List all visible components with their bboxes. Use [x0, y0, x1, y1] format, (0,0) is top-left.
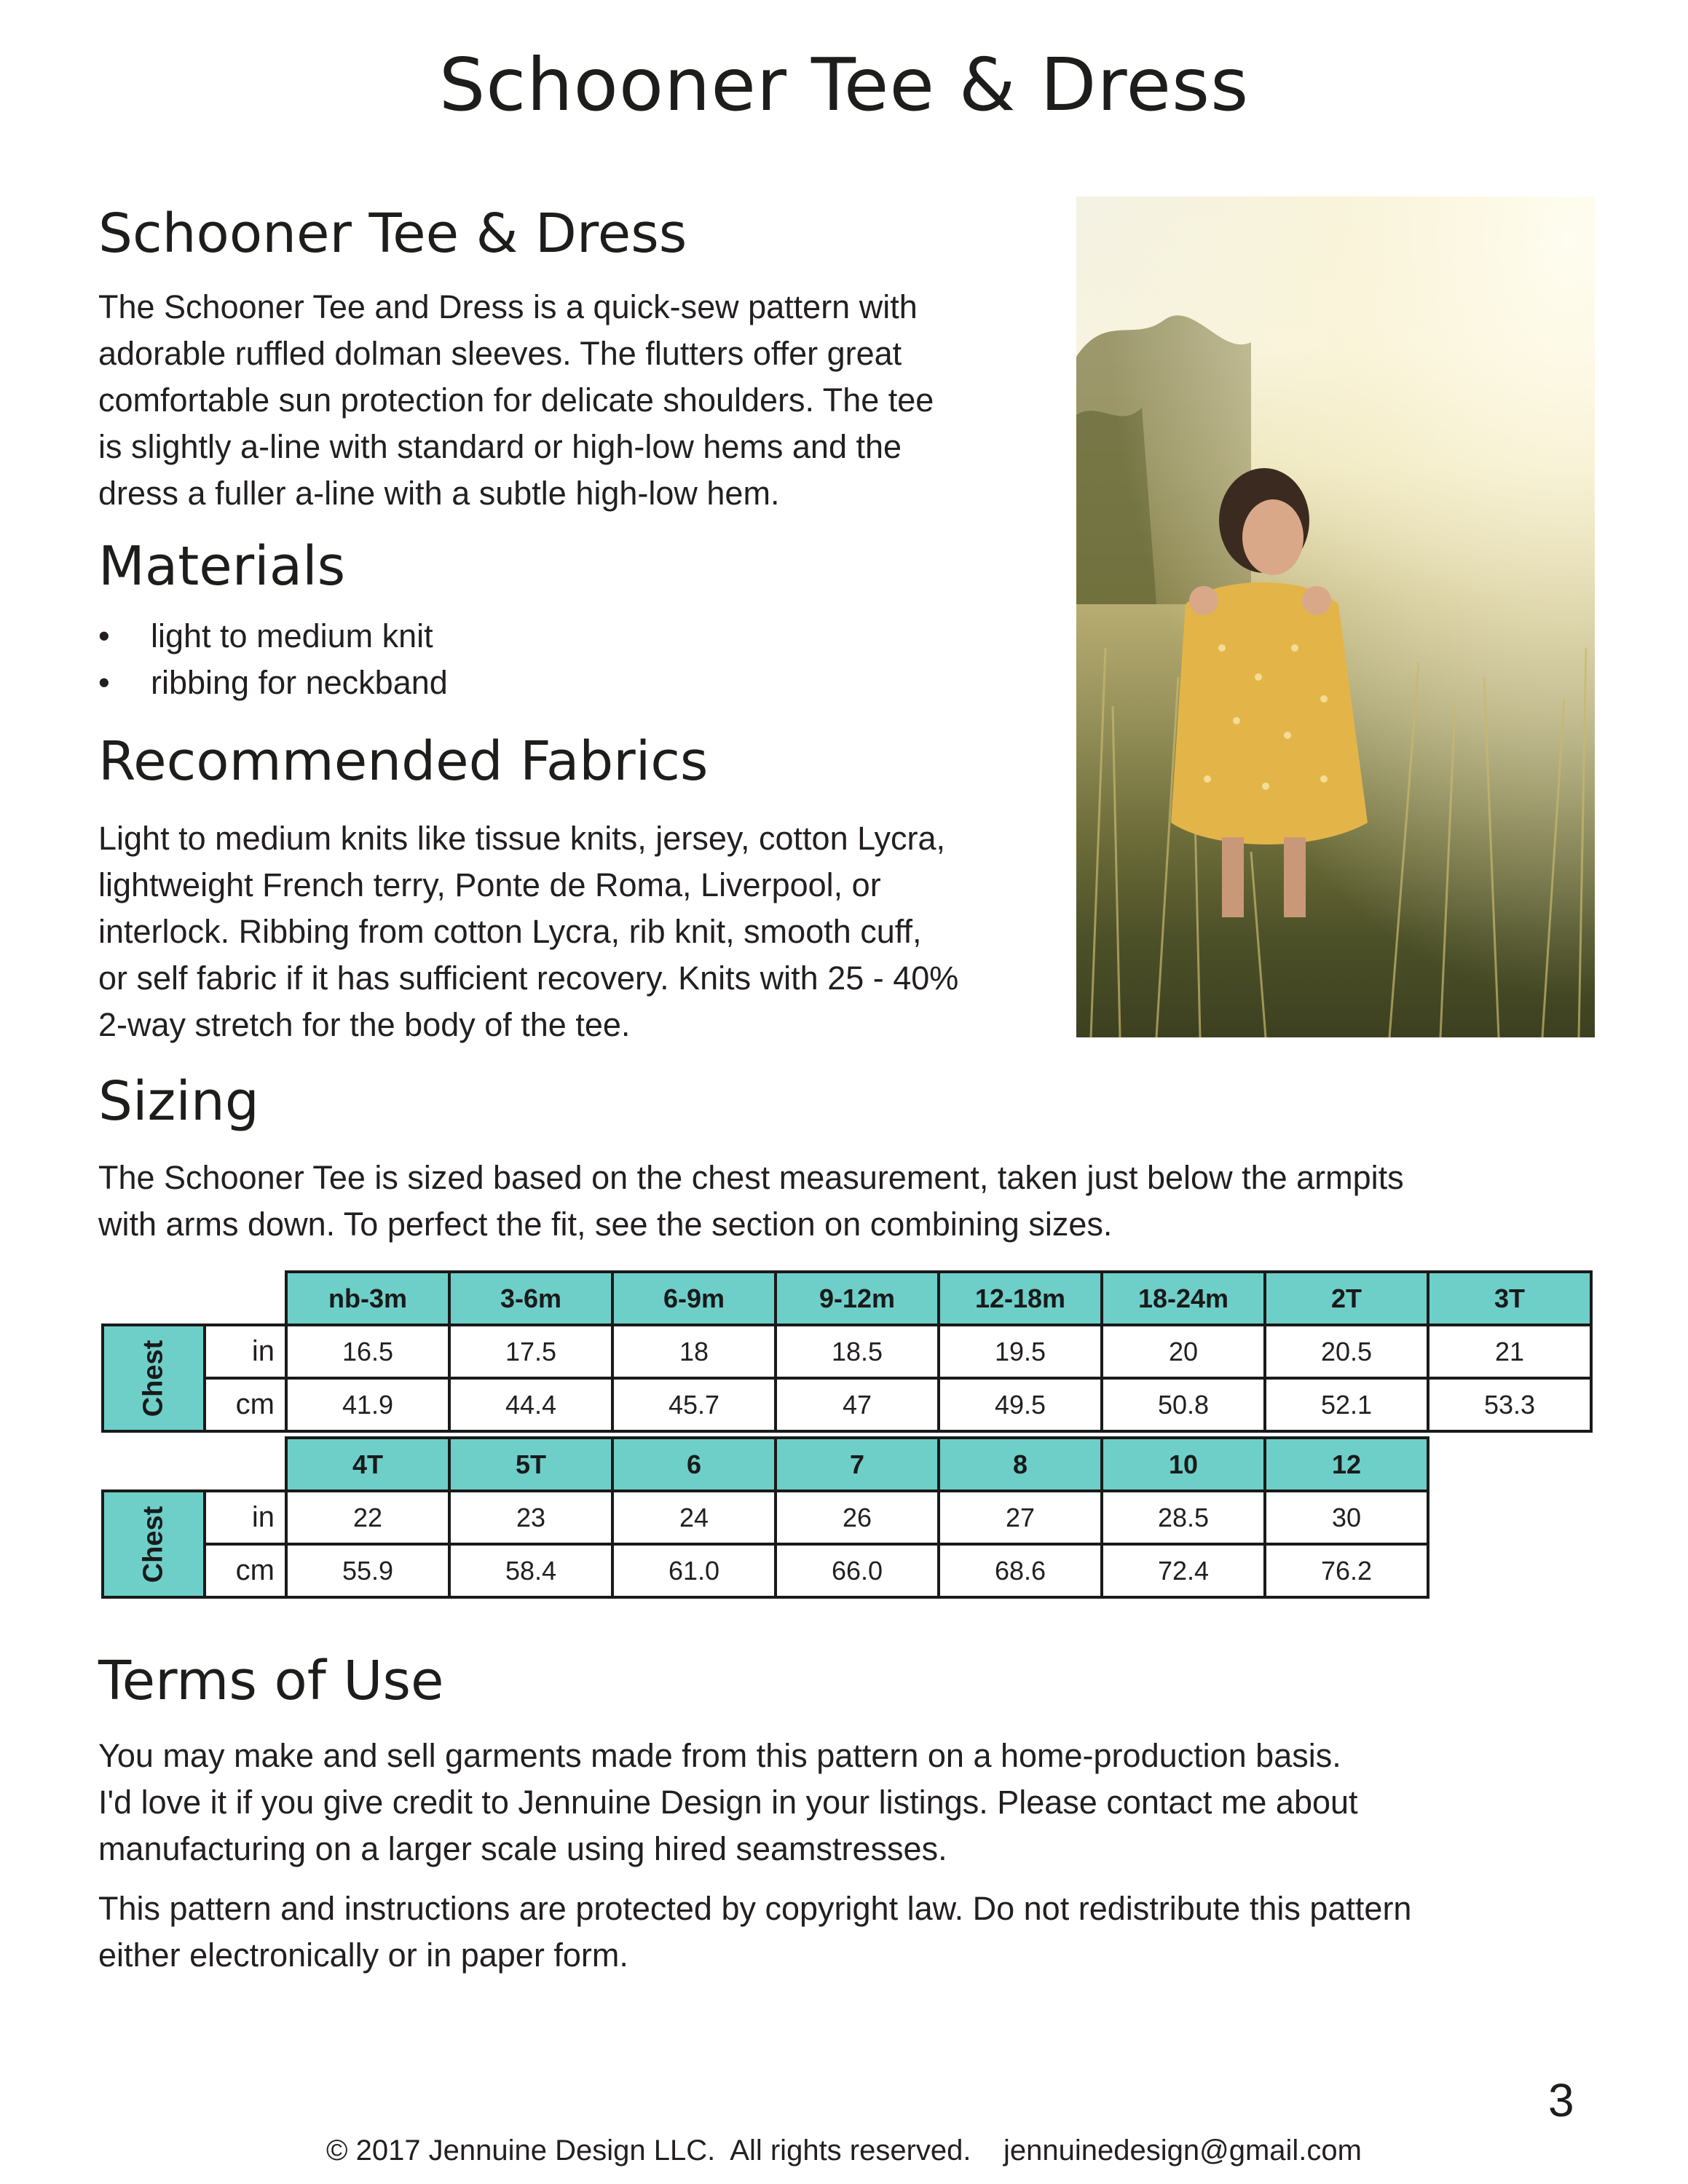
table-header-row [103, 1438, 1428, 1491]
intro-paragraph [98, 284, 934, 517]
intro-line: is slightly a-line with standard or high-low hems and the [98, 428, 902, 465]
size-header: 12 [1265, 1438, 1428, 1491]
terms-line: either electronically or in paper form. [98, 1936, 628, 1974]
size-header: 8 [939, 1438, 1102, 1491]
table-cell: 18 [612, 1325, 776, 1378]
table-row [103, 1325, 1591, 1378]
sizing-paragraph [98, 1155, 1404, 1248]
intro-line: The Schooner Tee and Dress is a quick-sew pattern with [98, 288, 918, 325]
intro-line: dress a fuller a-line with a subtle high-low hem. [98, 475, 780, 512]
chest-label: Chest [138, 1506, 169, 1583]
list-item: • light to medium knit [98, 613, 448, 660]
list-item: • ribbing for neckband [98, 660, 448, 706]
sizing-line: with arms down. To perfect the fit, see the section on combining sizes. [98, 1206, 1113, 1243]
intro-heading: Schooner Tee & Dress [98, 202, 687, 265]
fabrics-paragraph [98, 815, 958, 1048]
terms-heading: Terms of Use [98, 1650, 444, 1712]
table-cell: 49.5 [939, 1378, 1102, 1431]
size-header: 2T [1265, 1272, 1428, 1325]
table-cell: 61.0 [612, 1544, 776, 1597]
materials-heading: Materials [98, 535, 346, 598]
table-cell: 17.5 [449, 1325, 612, 1378]
bullet-icon: • [98, 664, 110, 701]
fabrics-heading: Recommended Fabrics [98, 730, 709, 793]
table-cell: 41.9 [286, 1378, 449, 1431]
page-title: Schooner Tee & Dress [438, 42, 1250, 127]
intro-line: adorable ruffled dolman sleeves. The flutters offer great [98, 335, 902, 372]
table-row [103, 1491, 1428, 1544]
materials-list [98, 613, 448, 706]
footer: © 2017 Jennuine Design LLC. All rights reserved. jennuinedesign@gmail.com [326, 2134, 1362, 2167]
table-row [103, 1378, 1591, 1431]
fabrics-line: lightweight French terry, Ponte de Roma, Liverpool, or [98, 866, 881, 903]
fabrics-line: interlock. Ribbing from cotton Lycra, rib knit, smooth cuff, [98, 913, 922, 950]
sizing-heading: Sizing [98, 1070, 259, 1133]
size-header: 6-9m [612, 1272, 776, 1325]
size-header: 18-24m [1102, 1272, 1265, 1325]
table-cell: 23 [449, 1491, 612, 1544]
table-cell: 24 [612, 1491, 776, 1544]
unit-label: cm [205, 1378, 286, 1431]
table-cell: 47 [776, 1378, 939, 1431]
terms-paragraph-1 [98, 1733, 1358, 1872]
fabrics-line: 2-way stretch for the body of the tee. [98, 1006, 631, 1043]
table-cell: 27 [939, 1491, 1102, 1544]
size-header: 10 [1102, 1438, 1265, 1491]
chest-label: Chest [138, 1340, 169, 1417]
table-cell: 16.5 [286, 1325, 449, 1378]
size-chart-table-2 [101, 1436, 1429, 1599]
size-header: 3T [1428, 1272, 1591, 1325]
chest-label-cell [103, 1491, 205, 1597]
size-header: 7 [776, 1438, 939, 1491]
table-cell: 18.5 [776, 1325, 939, 1378]
table-cell: 30 [1265, 1491, 1428, 1544]
intro-line: comfortable sun protection for delicate shoulders. The tee [98, 381, 934, 419]
table-row [103, 1544, 1428, 1597]
table-cell: 20 [1102, 1325, 1265, 1378]
size-header: 5T [449, 1438, 612, 1491]
unit-label: in [205, 1325, 286, 1378]
table-cell: 76.2 [1265, 1544, 1428, 1597]
page-number: 3 [1548, 2074, 1574, 2126]
table-cell: 28.5 [1102, 1491, 1265, 1544]
table-cell: 21 [1428, 1325, 1591, 1378]
unit-label: in [205, 1491, 286, 1544]
terms-line: I'd love it if you give credit to Jennuine Design in your listings. Please contact me about [98, 1784, 1358, 1821]
terms-line: You may make and sell garments made from this pattern on a home-production basis. [98, 1737, 1341, 1774]
table-cell: 44.4 [449, 1378, 612, 1431]
table-cell: 45.7 [612, 1378, 776, 1431]
table-header-row [103, 1272, 1591, 1325]
fabrics-line: Light to medium knits like tissue knits, jersey, cotton Lycra, [98, 820, 945, 857]
table-cell: 53.3 [1428, 1378, 1591, 1431]
size-header: 6 [612, 1438, 776, 1491]
size-header: 9-12m [776, 1272, 939, 1325]
table-cell: 68.6 [939, 1544, 1102, 1597]
terms-line: manufacturing on a larger scale using hired seamstresses. [98, 1830, 947, 1867]
fabrics-line: or self fabric if it has sufficient recovery. Knits with 25 - 40% [98, 960, 959, 997]
size-header: nb-3m [286, 1272, 449, 1325]
table-cell: 52.1 [1265, 1378, 1428, 1431]
terms-paragraph-2 [98, 1886, 1411, 1979]
table-cell: 19.5 [939, 1325, 1102, 1378]
table-cell: 20.5 [1265, 1325, 1428, 1378]
size-header: 4T [286, 1438, 449, 1491]
photo-illustration [1076, 197, 1595, 1037]
bullet-icon: • [98, 617, 110, 654]
table-cell: 26 [776, 1491, 939, 1544]
unit-label: cm [205, 1544, 286, 1597]
terms-line: This pattern and instructions are protected by copyright law. Do not redistribute this pattern [98, 1890, 1412, 1927]
table-cell: 55.9 [286, 1544, 449, 1597]
table-cell: 50.8 [1102, 1378, 1265, 1431]
table-cell: 22 [286, 1491, 449, 1544]
sizing-line: The Schooner Tee is sized based on the chest measurement, taken just below the armpits [98, 1159, 1404, 1196]
size-chart-table-1 [101, 1270, 1593, 1433]
table-cell: 58.4 [449, 1544, 612, 1597]
model-photo [1076, 197, 1595, 1037]
table-cell: 66.0 [776, 1544, 939, 1597]
table-cell: 72.4 [1102, 1544, 1265, 1597]
size-header: 12-18m [939, 1272, 1102, 1325]
chest-label-cell [103, 1325, 205, 1431]
size-header: 3-6m [449, 1272, 612, 1325]
